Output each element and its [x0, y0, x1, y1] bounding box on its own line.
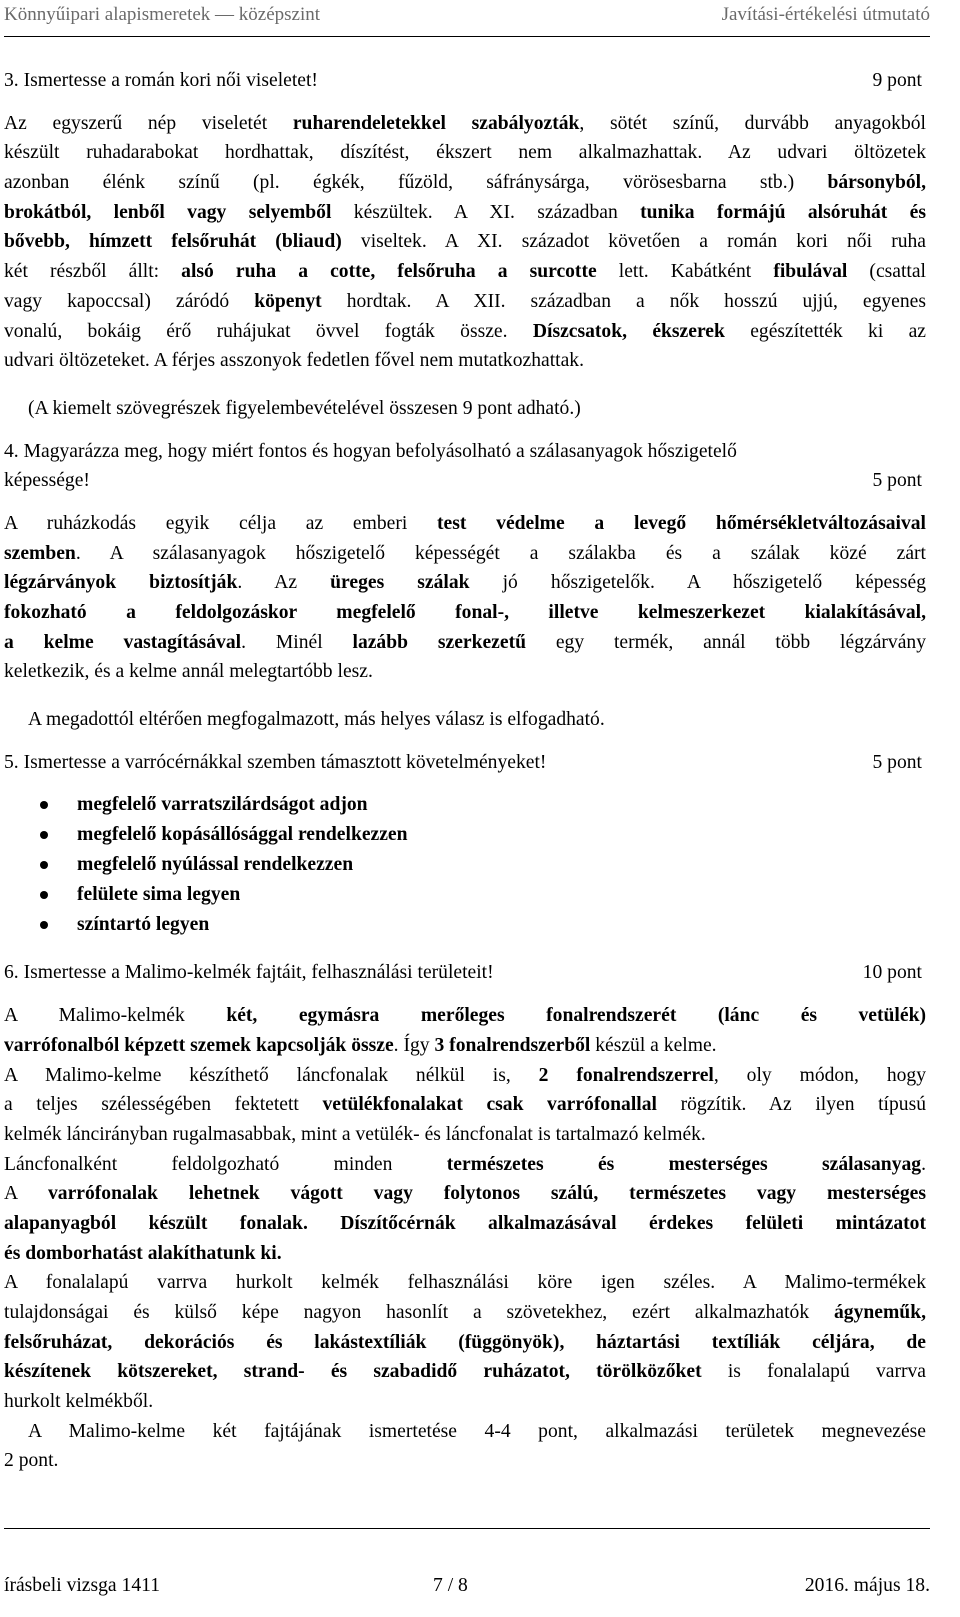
- question-6-paragraph-3: [4, 1150, 926, 1239]
- text-run: egy termék, annál több légzárvány: [526, 631, 926, 653]
- question-3-answer: [4, 109, 926, 347]
- bullet-icon: [40, 831, 48, 839]
- text-line: [4, 227, 926, 257]
- text-run: . Az: [237, 572, 331, 594]
- text-line: [4, 1387, 926, 1417]
- emphasis-text: alapanyagból készült fonalak. Díszítőcérnák alkalmazásával érdekes felületi mintázatot: [4, 1212, 926, 1234]
- text-line: [4, 1298, 926, 1328]
- bullet-icon: [40, 921, 48, 929]
- question-6-note-line1: A Malimo-kelme két fajtájának ismertetése 4-4 pont, alkalmazási területek megnevezése: [28, 1420, 926, 1442]
- question-5-requirements-list: [4, 790, 926, 940]
- question-6-paragraph-4: [4, 1268, 926, 1387]
- text-run: A Malimo-kelme készíthető láncfonalak nélkül is,: [4, 1064, 539, 1086]
- question-4-note: A megadottól eltérően megfogalmazott, más helyes válasz is elfogadható.: [28, 709, 605, 731]
- emphasis-text: fokozható a feldolgozáskor megfelelő fonal-, illetve kelmeszerkezet kialakításával,: [4, 602, 926, 623]
- emphasis-text: Díszcsatok, ékszerek: [532, 320, 725, 342]
- footer-date: 2016. május 18.: [804, 1575, 930, 1596]
- text-run: is fonalalapú varrva: [701, 1361, 926, 1383]
- text-run: készültek. A XI. században: [331, 201, 641, 223]
- emphasis-text: két, egymásra merőleges fonalrendszerét (lánc és vetülék): [226, 1005, 926, 1027]
- emphasis-text: 3 fonalrendszerből: [434, 1034, 591, 1056]
- emphasis-text: brokátból, lenből vagy selyemből: [4, 201, 332, 223]
- text-line: [4, 198, 926, 228]
- emphasis-text: a kelme vastagításával: [4, 631, 242, 653]
- text-run: Az egyszerű nép viseletét: [4, 112, 293, 134]
- text-line: [4, 109, 926, 139]
- text-run: Láncfonalként feldolgozható minden: [4, 1153, 447, 1175]
- list-item: felülete sima legyen: [4, 880, 926, 910]
- footer-page-number: 7 / 8: [433, 1575, 468, 1596]
- question-4-title-line2: képessége! 5 pont: [4, 466, 926, 496]
- question-6-paragraph-2-last: [4, 1120, 926, 1150]
- text-line: [4, 168, 926, 198]
- emphasis-text: alsó ruha a cotte, felsőruha a surcotte: [181, 261, 597, 283]
- text-line: [4, 1239, 926, 1269]
- emphasis-text: bársonyból,: [827, 172, 926, 194]
- emphasis-text: és domborhatást alakíthatunk ki.: [4, 1242, 282, 1264]
- footer-exam-code: írásbeli vizsga 1411: [4, 1575, 160, 1596]
- bullet-icon: [40, 861, 48, 869]
- text-line: [4, 1268, 926, 1298]
- text-run: hurkolt kelmékből.: [4, 1391, 154, 1413]
- list-item: megfelelő nyúlással rendelkezzen: [4, 850, 926, 880]
- page-footer: [4, 1528, 930, 1609]
- emphasis-text: felsőruházat, dekorációs és lakástextíliák (függönyök), háztartási textíliák céljára, de: [4, 1331, 926, 1353]
- question-6-title: 6. Ismertesse a Malimo-kelmék fajtáit, felhasználási területeit! 10 pont: [4, 958, 926, 988]
- text-run: két részből állt:: [4, 261, 182, 283]
- emphasis-text: 2 fonalrendszerrel: [538, 1064, 714, 1086]
- text-line: [4, 317, 926, 347]
- text-line: [4, 509, 926, 539]
- text-run: rögzítik. Az ilyen típusú: [656, 1094, 926, 1116]
- text-run: (csattal: [847, 261, 926, 283]
- text-run: vagy kapoccsal) záródó: [4, 290, 255, 312]
- emphasis-text: tunika formájú alsóruhát és: [640, 201, 926, 223]
- emphasis-text: ruharendeletekkel szabályozták: [292, 112, 580, 134]
- question-5-title: 5. Ismertesse a varrócérnákkal szemben támasztott követelményeket! 5 pont: [4, 748, 926, 778]
- emphasis-text: természetes és mesterséges szálasanyag: [446, 1153, 922, 1175]
- text-run: kelmék láncirányban rugalmasabbak, mint a vetülék- és láncfonalat is tartalmazó kelmék.: [4, 1123, 706, 1145]
- question-3-answer-last: udvari öltözeteket. A férjes asszonyok fedetlen fővel nem mutatkozhattak.: [4, 350, 584, 372]
- text-run: vonalú, bokáig érő ruhájukat övvel fogták össze.: [4, 320, 533, 342]
- text-line: [4, 1001, 926, 1031]
- text-line: [4, 598, 926, 628]
- header-doc-type: Javítási-értékelési útmutató: [721, 4, 930, 25]
- text-line: [4, 1150, 926, 1180]
- text-line: [4, 1179, 926, 1209]
- emphasis-text: üreges szálak: [330, 572, 470, 594]
- text-run: . Így: [393, 1034, 435, 1056]
- text-line: [4, 1328, 926, 1358]
- question-3-note: (A kiemelt szövegrészek figyelembevételével összesen 9 pont adható.): [28, 397, 581, 419]
- bullet-icon: [40, 891, 48, 899]
- emphasis-text: vetülékfonalakat csak varrófonallal: [322, 1094, 657, 1116]
- question-6-paragraph-3-last: [4, 1239, 926, 1269]
- text-run: tulajdonságai és külső képe nagyon hasonlít a szövetekhez, ezért alkalmazhatók: [4, 1302, 834, 1323]
- question-3-points: 9 pont: [872, 70, 922, 91]
- text-line: [4, 1209, 926, 1239]
- text-run: A: [4, 1183, 48, 1205]
- text-line: [4, 1031, 926, 1061]
- header-subject: Könnyűipari alapismeretek — középszint: [4, 4, 321, 25]
- emphasis-text: légzárványok biztosítják: [4, 572, 238, 594]
- text-line: [4, 1061, 926, 1091]
- text-run: viseltek. A XI. századot követően a román kori női ruha: [341, 231, 926, 253]
- text-run: , sötét színű, durvább anyagokból: [579, 112, 926, 134]
- text-run: A Malimo-kelmék: [4, 1005, 227, 1027]
- text-line: [4, 628, 926, 658]
- question-6-paragraph-1-last: [4, 1031, 926, 1061]
- page-header: [4, 0, 930, 37]
- text-run: . A szálasanyagok hőszigetelő képességét a szálakba és a szálak közé zárt: [75, 542, 926, 564]
- text-run: .: [921, 1153, 926, 1175]
- question-3-title: 3. Ismertesse a román kori női viseletet! 9 pont: [4, 66, 926, 96]
- text-run: azonban élénk színű (pl. égkék, fűzöld, sáfránysárga, vörösesbarna stb.): [4, 172, 828, 194]
- question-4-title-line1: 4. Magyarázza meg, hogy miért fontos és hogyan befolyásolható a szálasanyagok hőszigetelő: [4, 440, 737, 462]
- text-run: készül a kelme.: [590, 1034, 717, 1056]
- list-item: megfelelő kopásállósággal rendelkezzen: [4, 820, 926, 850]
- emphasis-text: szemben: [4, 542, 76, 564]
- list-item: megfelelő varratszilárdságot adjon: [4, 790, 926, 820]
- text-run: a teljes szélességében fektetett: [4, 1094, 323, 1116]
- question-4-points: 5 pont: [872, 470, 922, 492]
- question-6-paragraph-4-last: [4, 1387, 926, 1417]
- question-6-paragraph-1: [4, 1001, 926, 1031]
- emphasis-text: varrófonalból képzett szemek kapcsolják össze: [4, 1034, 394, 1056]
- emphasis-text: készítenek kötszereket, strand- és szabadidő ruházatot, törölközőket: [4, 1361, 702, 1383]
- text-run: egészítették ki az: [724, 320, 926, 342]
- text-run: , oly módon, hogy: [713, 1064, 926, 1086]
- question-6-paragraph-2: [4, 1061, 926, 1120]
- list-item: színtartó legyen: [4, 910, 926, 940]
- text-run: lett. Kabátként: [596, 261, 774, 283]
- emphasis-text: test védelme a levegő hőmérsékletváltozásaival: [437, 512, 926, 534]
- text-line: [4, 1090, 926, 1120]
- question-6-note-line2: 2 pont.: [4, 1450, 59, 1472]
- emphasis-text: lazább szerkezetű: [352, 631, 526, 653]
- question-6-points: 10 pont: [862, 962, 922, 984]
- text-line: [4, 568, 926, 598]
- text-run: hordtak. A XII. században a nők hosszú ujjú, egyenes: [321, 290, 926, 312]
- text-run: A fonalalapú varrva hurkolt kelmék felhasználási köre igen széles. A Malimo-termékek: [4, 1272, 926, 1294]
- emphasis-text: köpenyt: [254, 290, 322, 312]
- question-4-answer: [4, 509, 926, 657]
- text-run: jó hőszigetelők. A hőszigetelő képesség: [469, 572, 926, 594]
- text-run: készült ruhadarabokat hordhattak, díszítést, ékszert nem alkalmazhattak. Az udvari öltözetek: [4, 142, 926, 164]
- question-4-answer-last: keletkezik, és a kelme annál melegtartóbb lesz.: [4, 661, 373, 683]
- emphasis-text: ágyneműk,: [834, 1302, 926, 1323]
- bullet-icon: [40, 801, 48, 809]
- text-run: A ruházkodás egyik célja az emberi: [4, 512, 438, 534]
- text-line: [4, 539, 926, 569]
- emphasis-text: bővebb, hímzett felsőruhát (bliaud): [4, 231, 342, 253]
- text-run: . Minél: [241, 631, 353, 653]
- emphasis-text: varrófonalak lehetnek vágott vagy folytonos szálú, természetes vagy mesterséges: [48, 1183, 926, 1205]
- question-5-points: 5 pont: [872, 751, 922, 773]
- text-line: [4, 287, 926, 317]
- page-content: [4, 66, 926, 1476]
- text-line: [4, 1120, 926, 1150]
- text-line: [4, 257, 926, 287]
- emphasis-text: fibulával: [773, 261, 848, 283]
- text-line: [4, 138, 926, 168]
- text-line: [4, 1357, 926, 1387]
